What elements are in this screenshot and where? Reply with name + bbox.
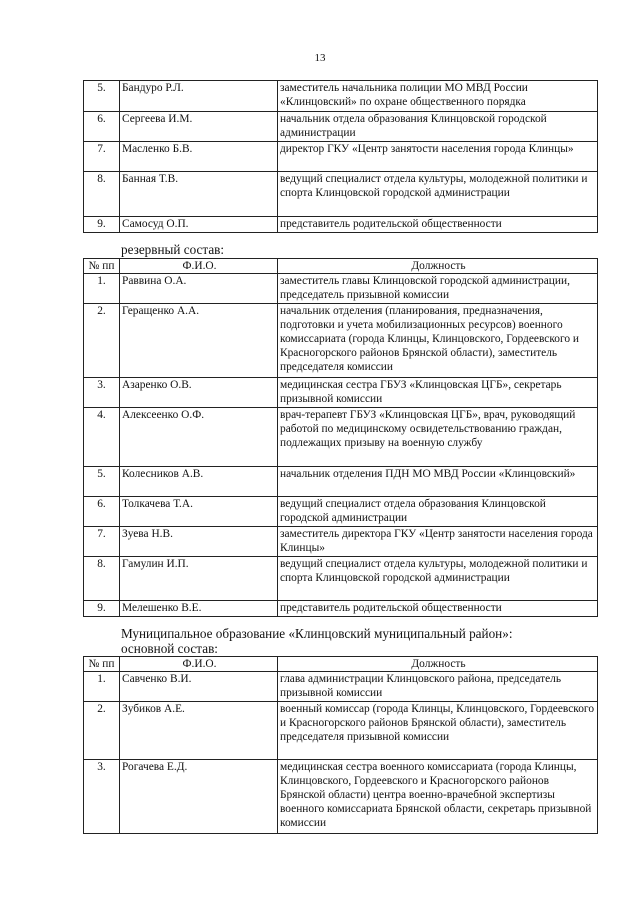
- member-position: представитель родительской общественности: [278, 601, 598, 617]
- table-row: [84, 142, 598, 172]
- row-number: 5.: [84, 467, 120, 497]
- page-number: 13: [314, 52, 326, 64]
- member-name: Бандуро Р.Л.: [120, 81, 278, 112]
- row-number: 9.: [84, 217, 120, 233]
- member-name: Банная Т.В.: [120, 172, 278, 217]
- table-header-row: [84, 259, 598, 274]
- row-number: 6.: [84, 112, 120, 142]
- table-row: [84, 527, 598, 557]
- member-position: заместитель начальника полиции МО МВД России «Клинцовский» по охране общественного порядка: [278, 81, 598, 112]
- row-number: 8.: [84, 557, 120, 601]
- table-row: [84, 81, 598, 112]
- row-number: 2.: [84, 702, 120, 760]
- row-number: 6.: [84, 497, 120, 527]
- column-header-name: Ф.И.О.: [120, 259, 278, 274]
- table-row: [84, 702, 598, 760]
- member-position: ведущий специалист отдела культуры, молодежной политики и спорта Клинцовской городской администрации: [278, 557, 598, 601]
- row-number: 3.: [84, 378, 120, 408]
- reserve-members-table: [83, 258, 598, 617]
- member-name: Алексеенко О.Ф.: [120, 408, 278, 467]
- table-row: [84, 672, 598, 702]
- members-table-continued: [83, 80, 598, 233]
- member-name: Раввина О.А.: [120, 274, 278, 304]
- table-row: [84, 497, 598, 527]
- table-row: [84, 467, 598, 497]
- row-number: 7.: [84, 142, 120, 172]
- row-number: 1.: [84, 672, 120, 702]
- member-position: медицинская сестра военного комиссариата (города Клинцы, Клинцовского, Гордеевского и Красногорского районов Брянской области) центра военно-врачебной экспертизы военного комиссариата Брянской области, секретарь призывной комиссии: [278, 760, 598, 834]
- column-header-position: Должность: [278, 259, 598, 274]
- member-name: Гамулин И.П.: [120, 557, 278, 601]
- table-row: [84, 172, 598, 217]
- member-position: заместитель директора ГКУ «Центр занятости населения города Клинцы»: [278, 527, 598, 557]
- member-name: Савченко В.И.: [120, 672, 278, 702]
- table-row: [84, 760, 598, 834]
- main-composition-heading: основной состав:: [121, 641, 218, 656]
- row-number: 2.: [84, 304, 120, 378]
- member-name: Зубиков А.Е.: [120, 702, 278, 760]
- row-number: 9.: [84, 601, 120, 617]
- table-row: [84, 112, 598, 142]
- member-position: представитель родительской общественности: [278, 217, 598, 233]
- row-number: 1.: [84, 274, 120, 304]
- table-row: [84, 557, 598, 601]
- table-row: [84, 408, 598, 467]
- row-number: 7.: [84, 527, 120, 557]
- main-members-table: [83, 656, 598, 834]
- row-number: 4.: [84, 408, 120, 467]
- table-row: [84, 378, 598, 408]
- row-number: 3.: [84, 760, 120, 834]
- row-number: 5.: [84, 81, 120, 112]
- member-name: Самосуд О.П.: [120, 217, 278, 233]
- member-name: Зуева Н.В.: [120, 527, 278, 557]
- member-position: директор ГКУ «Центр занятости населения города Клинцы»: [278, 142, 598, 172]
- member-position: ведущий специалист отдела образования Клинцовской городской администрации: [278, 497, 598, 527]
- member-position: начальник отделения (планирования, предназначения, подготовки и учета мобилизационных ресурсов) военного комиссариата (города Клинцы, Клинцовского, Гордеевского и Красногорского районов Брянской области), заместитель председателя комиссии: [278, 304, 598, 378]
- member-name: Масленко Б.В.: [120, 142, 278, 172]
- member-position: медицинская сестра ГБУЗ «Клинцовская ЦГБ», секретарь призывной комиссии: [278, 378, 598, 408]
- row-number: 8.: [84, 172, 120, 217]
- column-header-name: Ф.И.О.: [120, 657, 278, 672]
- member-position: врач-терапевт ГБУЗ «Клинцовская ЦГБ», врач, руководящий работой по медицинскому освидетельствованию граждан, подлежащих призыву на военную службу: [278, 408, 598, 467]
- member-position: заместитель главы Клинцовской городской администрации, председатель призывной комиссии: [278, 274, 598, 304]
- table-row: [84, 601, 598, 617]
- column-header-number: № пп: [84, 259, 120, 274]
- member-name: Колесников А.В.: [120, 467, 278, 497]
- member-name: Мелешенко В.Е.: [120, 601, 278, 617]
- member-position: ведущий специалист отдела культуры, молодежной политики и спорта Клинцовской городской администрации: [278, 172, 598, 217]
- member-name: Геращенко А.А.: [120, 304, 278, 378]
- member-name: Сергеева И.М.: [120, 112, 278, 142]
- member-name: Азаренко О.В.: [120, 378, 278, 408]
- member-position: начальник отделения ПДН МО МВД России «Клинцовский»: [278, 467, 598, 497]
- member-position: начальник отдела образования Клинцовской городской администрации: [278, 112, 598, 142]
- reserve-heading: резервный состав:: [121, 242, 225, 257]
- column-header-number: № пп: [84, 657, 120, 672]
- table-row: [84, 304, 598, 378]
- table-row: [84, 217, 598, 233]
- table-row: [84, 274, 598, 304]
- municipality-heading: Муниципальное образование «Клинцовский муниципальный район»:: [121, 626, 513, 641]
- table-header-row: [84, 657, 598, 672]
- member-name: Рогачева Е.Д.: [120, 760, 278, 834]
- member-position: военный комиссар (города Клинцы, Клинцовского, Гордеевского и Красногорского районов Брянской области), заместитель председателя призывной комиссии: [278, 702, 598, 760]
- member-name: Толкачева Т.А.: [120, 497, 278, 527]
- column-header-position: Должность: [278, 657, 598, 672]
- member-position: глава администрации Клинцовского района, председатель призывной комиссии: [278, 672, 598, 702]
